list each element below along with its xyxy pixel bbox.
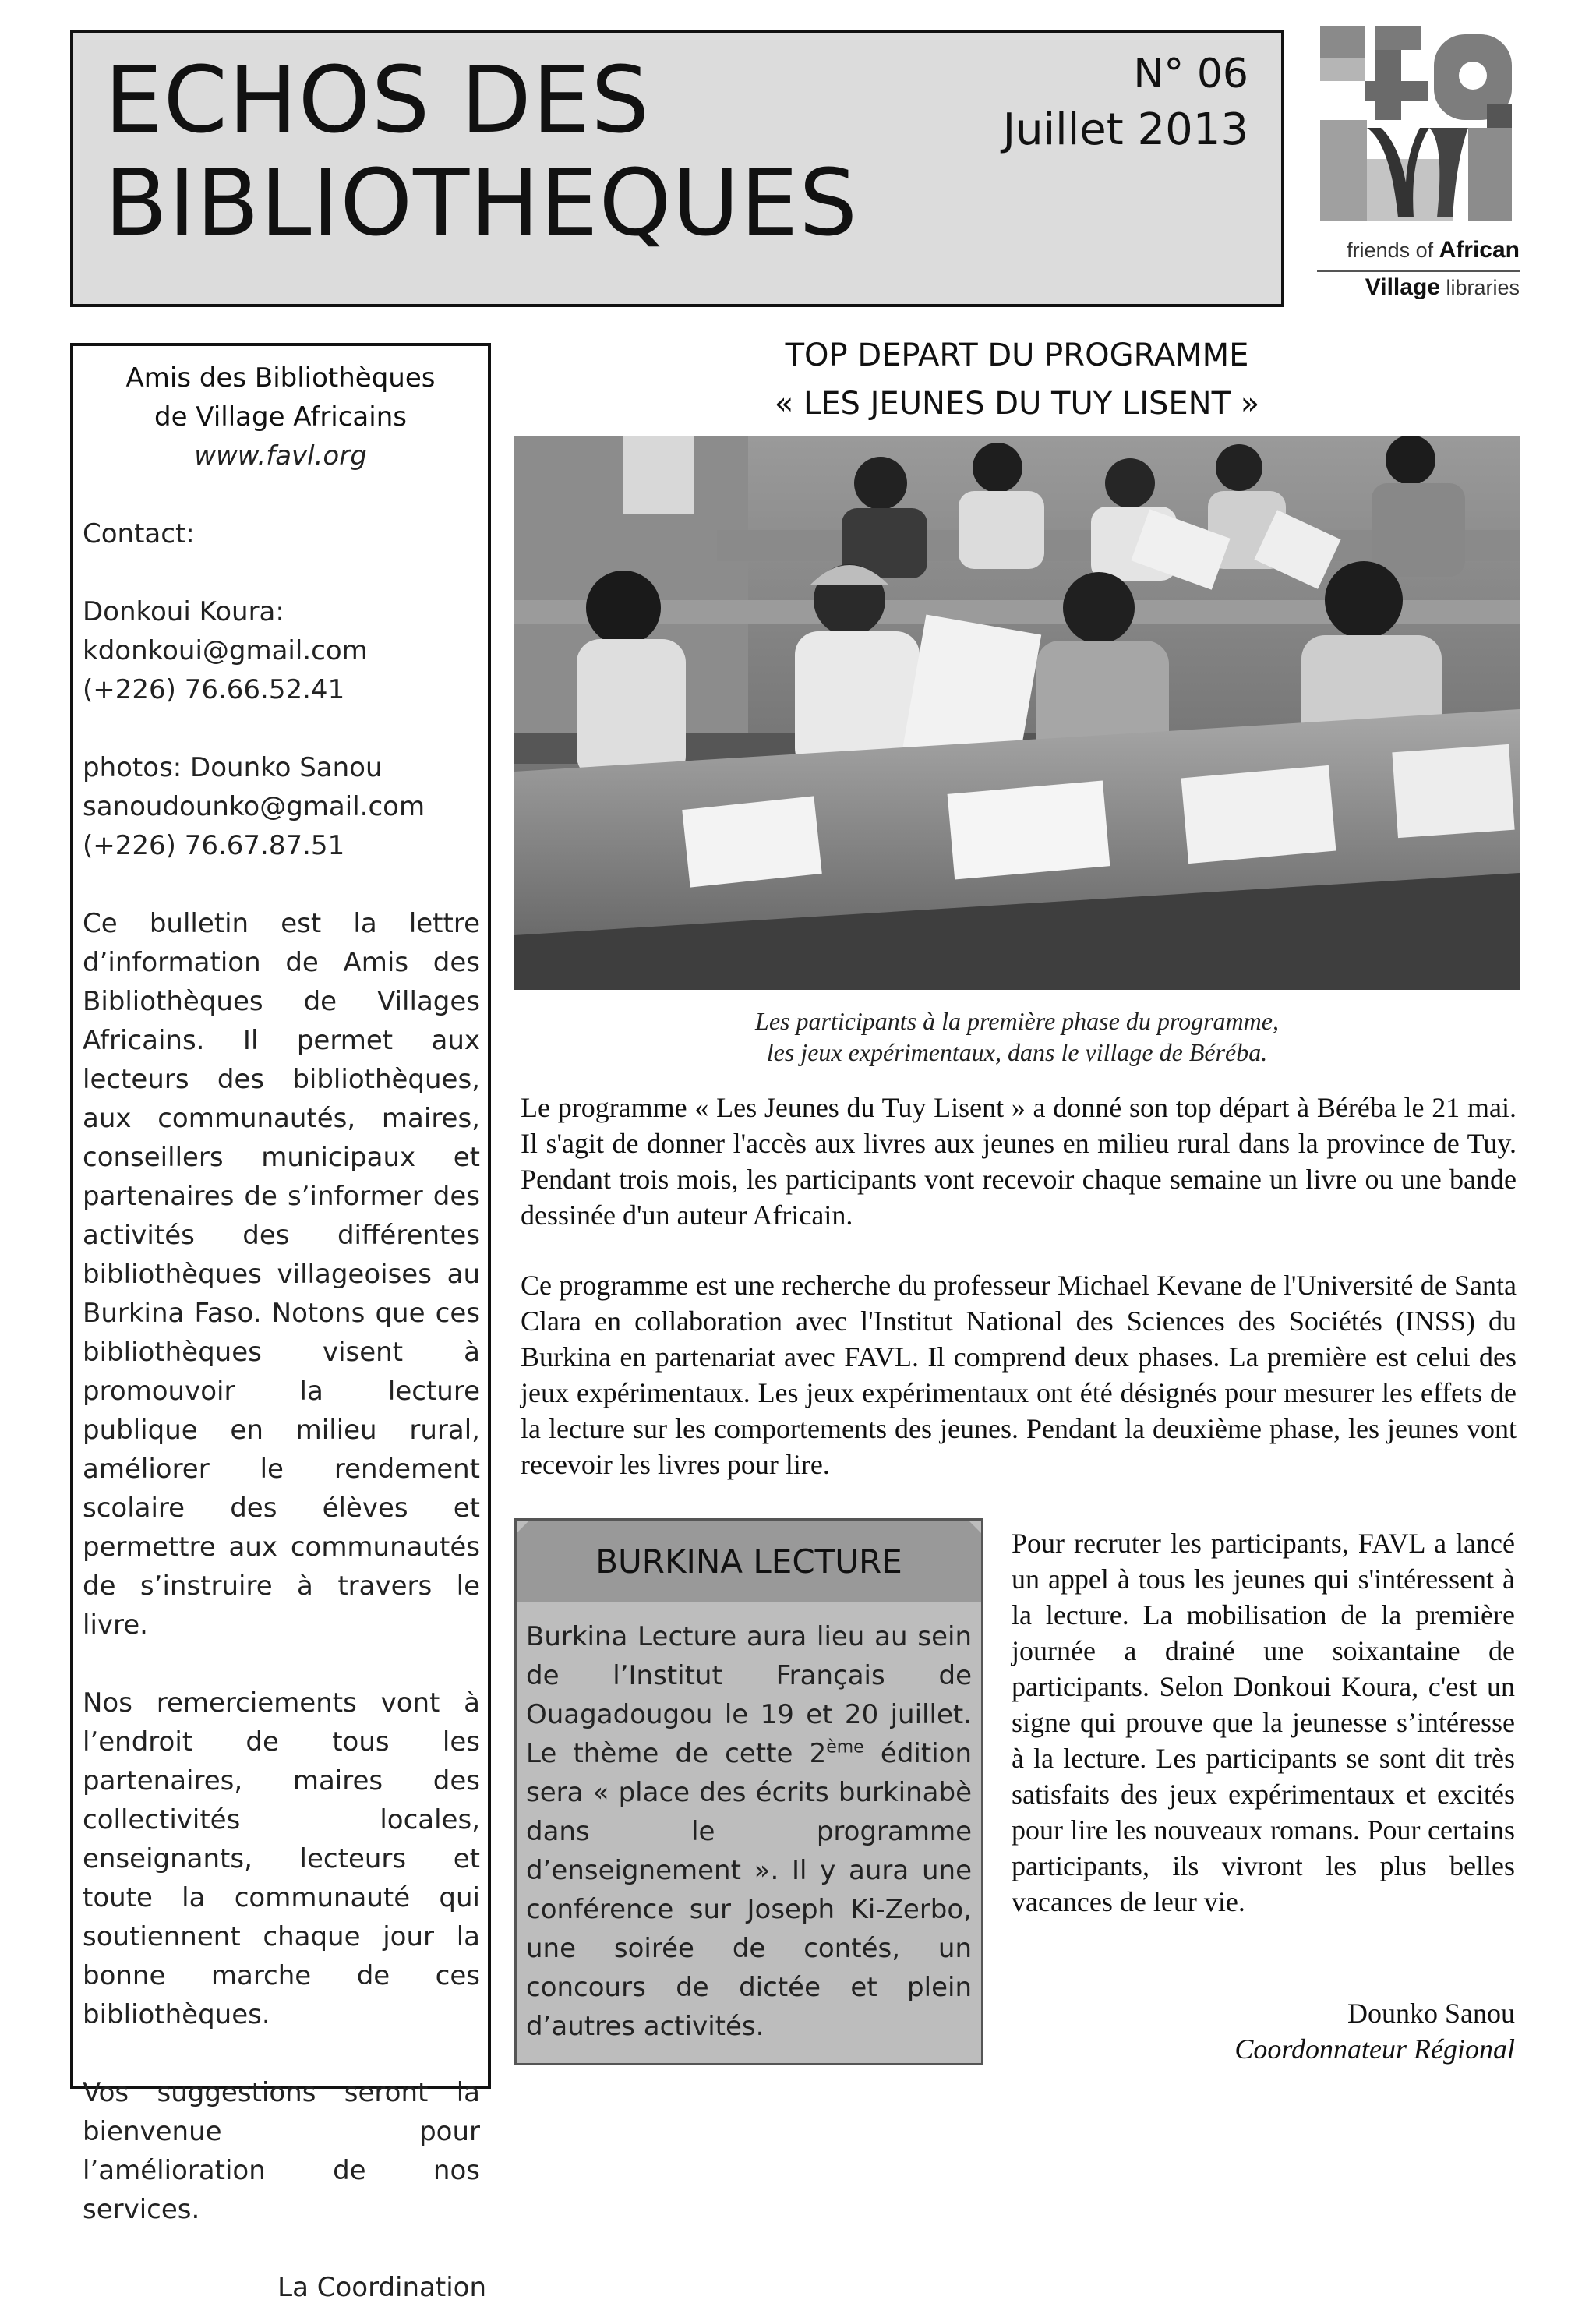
logo-text-village: Village: [1365, 274, 1440, 300]
classroom-photo: [514, 436, 1520, 990]
suggestions-text: Vos suggestions seront la bienvenue pour l’amélioration de nos services.: [83, 2077, 480, 2225]
burkina-lecture-box: [514, 1518, 983, 2065]
logo-text-suffix: libraries: [1446, 276, 1520, 299]
sidebar-signature: La Coordination: [277, 2272, 486, 2303]
logo-divider: [1317, 270, 1520, 272]
caption-line2: les jeux expérimentaux, dans le village de Béréba.: [766, 1038, 1268, 1066]
article-paragraph-3: Pour recruter les participants, FAVL a lancé un appel à tous les jeunes qui s'intéressent à la lecture. La mobilisation de la première journée a drainé une soixantaine de participants. Selon Donkoui Koura, c'est un signe qui prouve que la jeunesse s’intéresse à la lecture. Les participants se sont dit très satisfaits des jeux expérimentaux et excités pour lire les nouveaux romans. Pour certains participants, ils vivront les plus belles vacances de leur vie.: [1012, 1528, 1515, 1917]
logo-text-line1: [1317, 237, 1520, 263]
contact1-email[interactable]: kdonkoui@gmail.com: [83, 635, 368, 666]
classroom-photo-image: [514, 436, 1520, 990]
contact2-email[interactable]: sanoudounko@gmail.com: [83, 791, 425, 822]
box-text-part1: Burkina Lecture aura lieu au sein de l’Institut Français de Ouagadougou le 19 et 20 juillet. Le thème de cette 2: [526, 1621, 972, 1769]
newsletter-title: ECHOS DES BIBLIOTHEQUES: [104, 46, 859, 256]
author-role: Coordonnateur Régional: [1234, 2033, 1515, 2065]
sidebar: [70, 343, 491, 2303]
thanks-text: Nos remerciements vont à l’endroit de tous les partenaires, maires des collectivités locales, enseignants, lecteurs et toute la communauté qui soutiennent chaque jour la bonne marche de ces bibliothèques.: [83, 1687, 480, 2030]
author-name: Dounko Sanou: [1347, 1998, 1515, 2029]
contact2-name: photos: Dounko Sanou: [83, 752, 383, 783]
org-name-line1: Amis des Bibliothèques: [125, 362, 436, 394]
headline-line2: « LES JEUNES DU TUY LISENT »: [774, 386, 1260, 422]
box-text-superscript: ème: [826, 1737, 864, 1758]
logo-text-line2: [1317, 274, 1520, 301]
box-text-part2: édition sera « place des écrits burkinabè dans le programme d’enseignement ». Il y aura une conférence sur Joseph Ki-Zerbo, une soirée de contés, un concours de dictée et plein d’autres activités.: [526, 1738, 972, 2042]
box-title: BURKINA LECTURE: [595, 1542, 902, 1581]
logo-text-african: African: [1439, 237, 1520, 263]
caption-line1: Les participants à la première phase du programme,: [755, 1007, 1279, 1035]
article-paragraph-2: Ce programme est une recherche du professeur Michael Kevane de l'Université de Santa Clara en collaboration avec l'Institut National des Sciences des Sociétés (INSS) du Burkina en partenariat avec FAVL. Il comprend deux phases. La première est celui des jeux expérimentaux. Les jeux expérimentaux ont été désignés pour mesurer les effets de la lecture sur les comportements des jeunes. Pendant la deuxième phase, les jeunes vont recevoir les livres pour lire.: [521, 1270, 1517, 1480]
issue-date: Juillet 2013: [1002, 104, 1248, 155]
favl-logo: [1317, 26, 1520, 307]
org-name: [73, 359, 488, 436]
headline-line1: TOP DEPART DU PROGRAMME: [785, 337, 1249, 373]
article-signature: [1012, 1995, 1515, 2067]
photo-caption: [514, 1005, 1520, 1068]
issue-number: N° 06: [1133, 51, 1248, 97]
favl-logo-icon: [1320, 26, 1515, 221]
box-text: [526, 1617, 972, 2046]
contact1-phone: (+226) 76.66.52.41: [83, 674, 345, 705]
contact-label: Contact:: [83, 518, 195, 549]
website-link[interactable]: www.favl.org: [194, 440, 367, 472]
masthead: [70, 30, 1284, 307]
contact2-phone: (+226) 76.67.87.51: [83, 830, 345, 861]
article-headline: [514, 331, 1520, 428]
logo-text-prefix: friends of: [1347, 238, 1434, 262]
contact1-name: Donkoui Koura:: [83, 596, 284, 627]
about-text: Ce bulletin est la lettre d’information de Amis des Bibliothèques de Villages Africains. Il permet aux lecteurs des bibliothèques, aux communautés, maires, conseillers municipaux et partenaires de s’informer des activités des différentes bibliothèques villageoises au Burkina Faso. Notons que ces bibliothèques visent à promouvoir la lecture publique en milieu rural, améliorer le rendement scolaire des élèves et permettre aux communautés de s’instruire à travers le livre.: [83, 908, 480, 1641]
org-name-line2: de Village Africains: [154, 401, 407, 433]
article-paragraph-1: Le programme « Les Jeunes du Tuy Lisent » a donné son top départ à Béréba le 21 mai. Il s'agit de donner l'accès aux livres aux jeunes en milieu rural dans la province de Tuy. Pendant trois mois, les participants vont recevoir chaque semaine un livre ou une bande dessinée d'un auteur Africain.: [521, 1092, 1517, 1231]
